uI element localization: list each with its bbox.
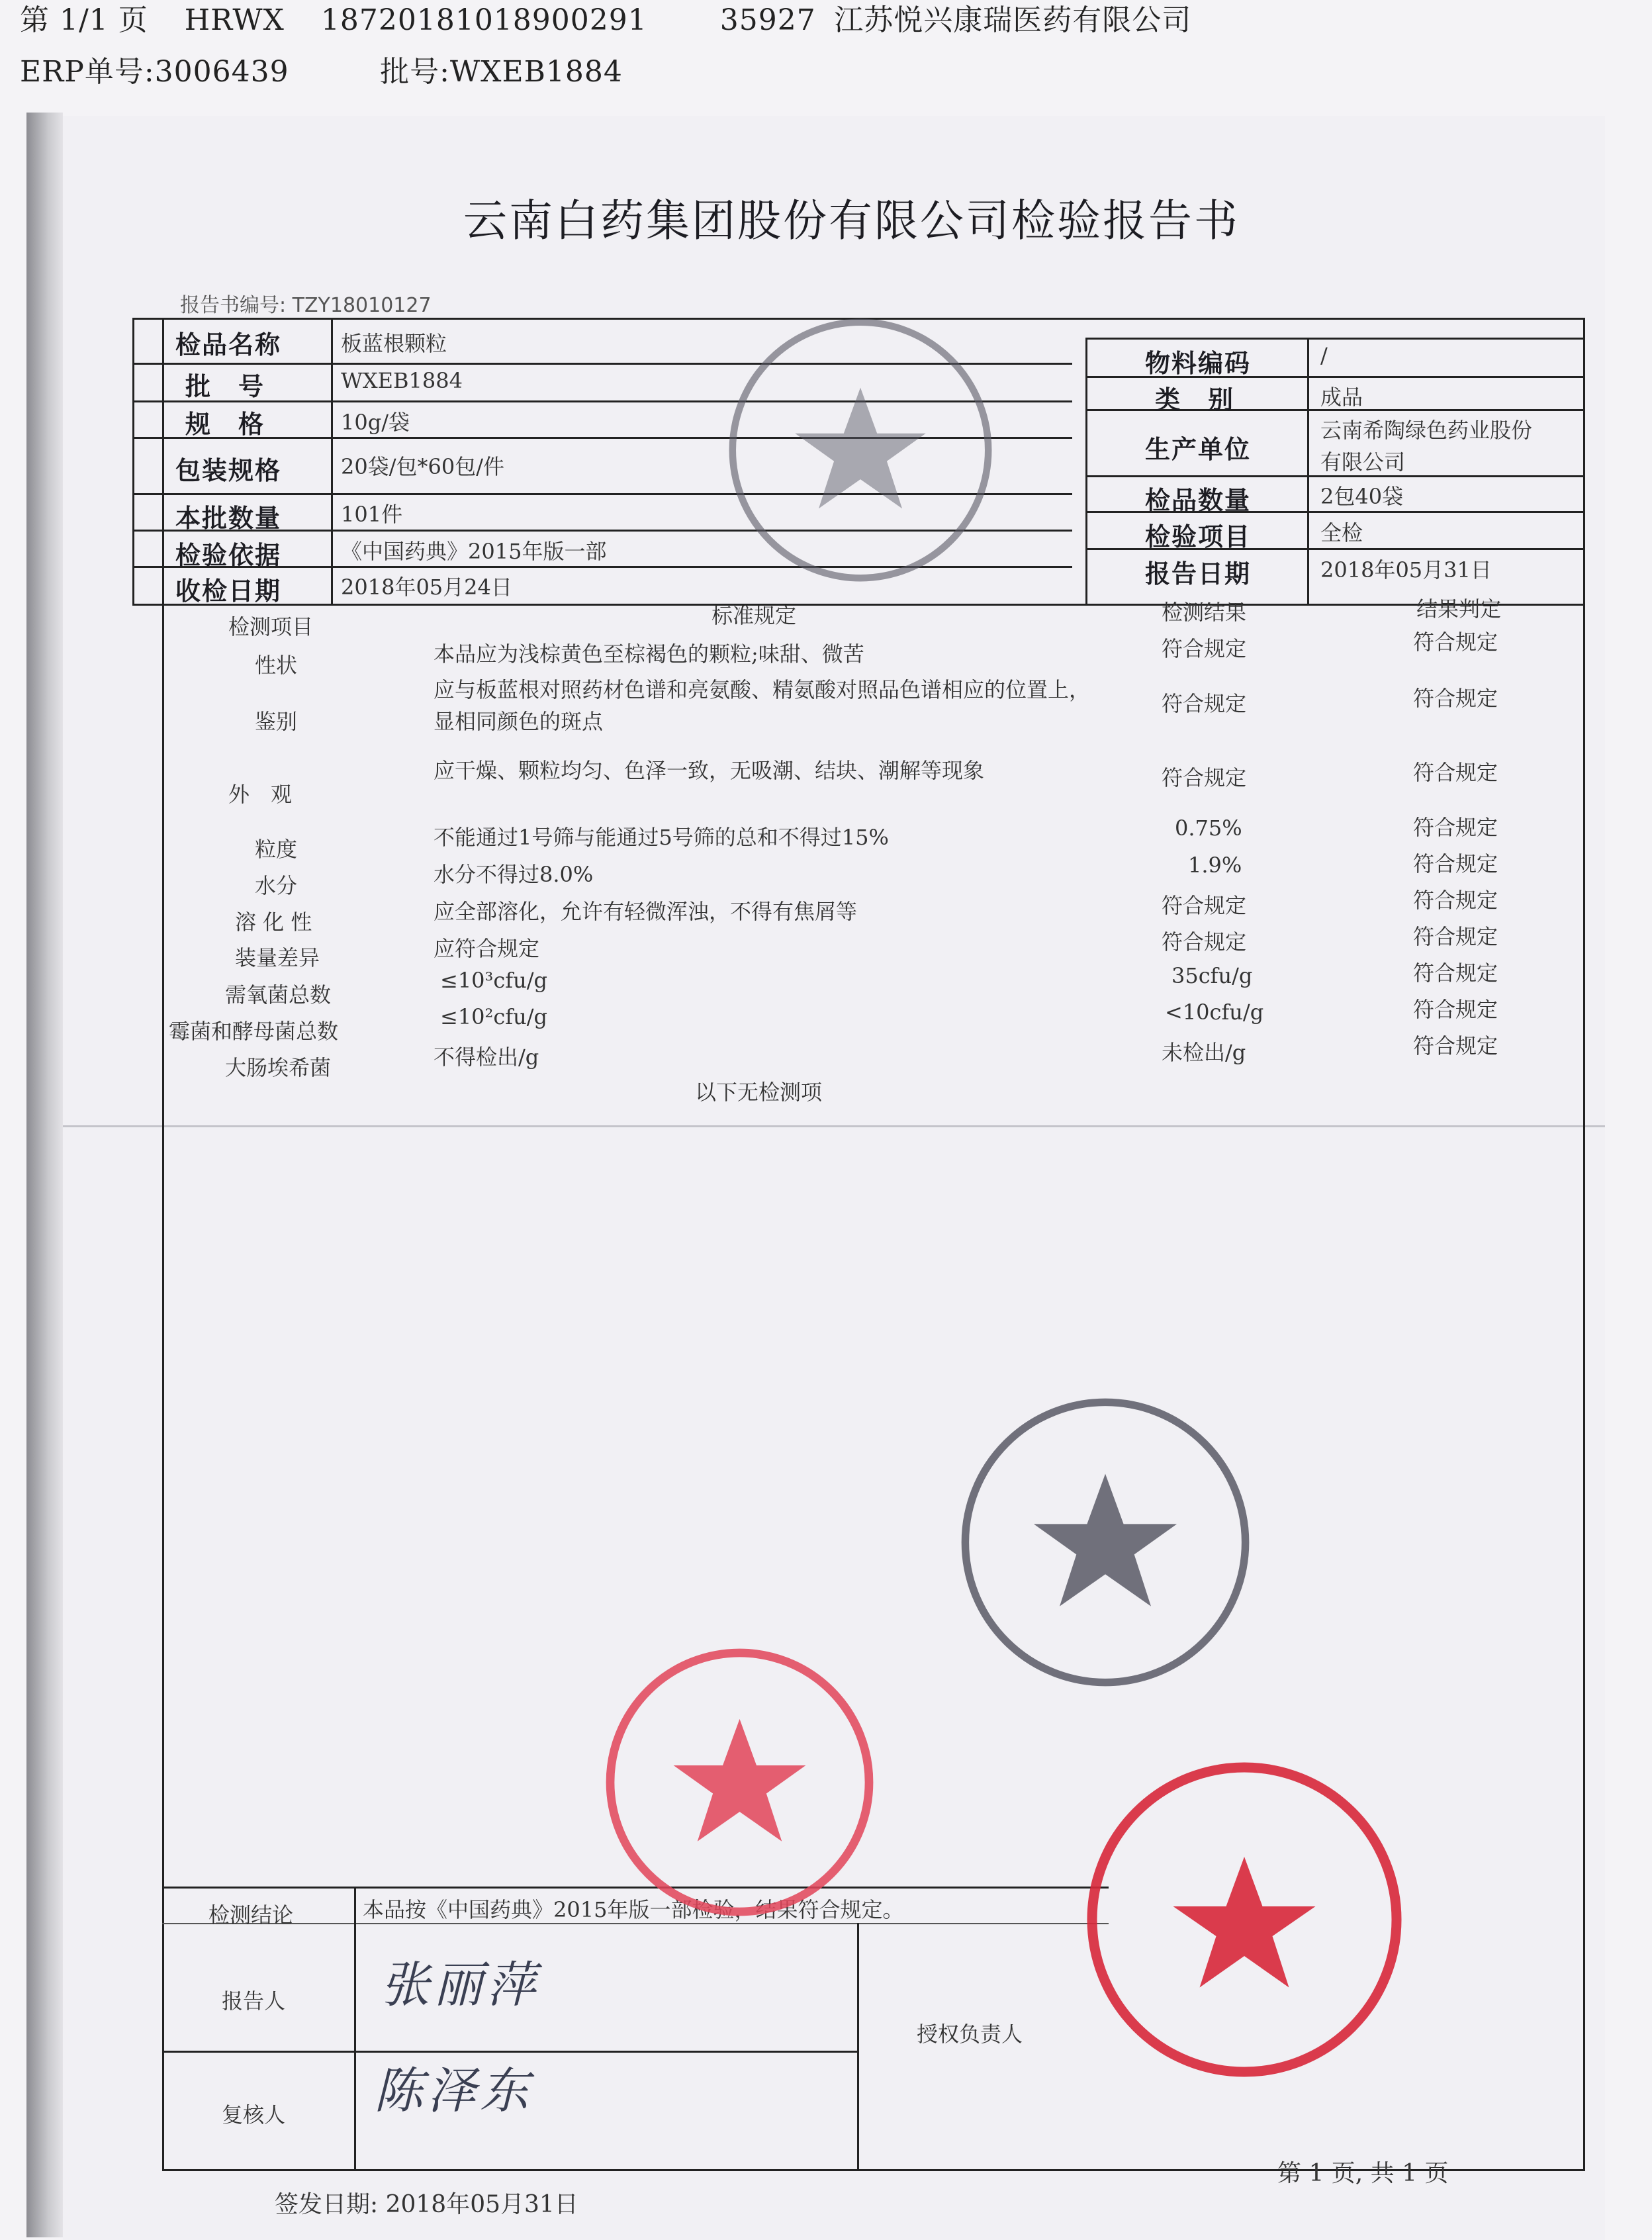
row-2-standard: 应与板蓝根对照药材色谱和亮氨酸、精氨酸对照品色谱相应的位置上，显相同颜色的斑点 [434,677,1091,734]
report-number-value: TZY18010127 [292,294,432,317]
category-value: 成品 [1320,385,1363,410]
row-10-result: 未检出/g [1162,1040,1246,1065]
row-3-judgement: 符合规定 [1413,760,1498,785]
row-2-judgement: 符合规定 [1413,686,1498,711]
producer-label: 生产单位 [1145,435,1252,464]
rule [1085,338,1087,604]
row-1-judgement: 符合规定 [1413,630,1498,655]
row-10-judgement: 符合规定 [1413,1033,1498,1058]
package-value: 20袋/包*60包/件 [341,454,505,479]
qc-seal-top [715,311,1006,589]
reporter-signature: 张丽萍 [381,1957,539,2014]
header-code: HRWX [184,3,285,37]
row-5-standard: 水分不得过8.0% [434,862,594,887]
rule [132,318,134,604]
row-10-standard: 不得检出/g [434,1045,539,1070]
row-7-standard: 应符合规定 [434,936,540,961]
end-of-items-note: 以下无检测项 [695,1080,823,1105]
row-7-result: 符合规定 [1162,929,1247,955]
header-line-1 [20,0,1191,38]
rule [354,1887,356,2171]
row-9-standard: ≤10²cfu/g [440,1004,547,1029]
quantity-label: 本批数量 [175,504,282,533]
conclusion-label: 检测结论 [208,1902,294,1928]
producer-value-1: 云南希陶绿色药业股份 [1320,418,1533,443]
row-1-result: 符合规定 [1162,636,1247,661]
header-company: 江苏悦兴康瑞医药有限公司 [834,3,1192,37]
header-customer-code: 35927 [719,3,816,37]
sample-qty-label: 检品数量 [1145,486,1252,515]
row-5-item: 水分 [255,873,298,898]
package-label: 包装规格 [175,456,282,485]
row-3-standard: 应干燥、颗粒均匀、色泽一致，无吸潮、结块、潮解等现象 [434,758,985,783]
reviewer-signature: 陈泽东 [374,2063,533,2120]
row-8-judgement: 符合规定 [1413,960,1498,986]
row-5-result: 1.9% [1188,853,1242,878]
row-4-result: 0.75% [1175,816,1242,841]
basis-value: 《中国药典》2015年版一部 [341,539,607,564]
rule [857,1923,859,2171]
issue-date: 签发日期: 2018年05月31日 [275,2191,578,2218]
rule [162,604,164,2171]
report-seal-red-right [1079,1754,1410,2085]
spec-label: 规 格 [185,410,265,439]
conclusion-text: 本品按《中国药典》2015年版一部检验，结果符合规定。 [363,1897,904,1922]
received-label: 收检日期 [175,577,282,606]
row-3-result: 符合规定 [1162,765,1247,790]
col-judgement-header: 结果判定 [1416,596,1502,622]
batch-label: 批 号 [185,372,265,401]
col-result-header: 检测结果 [1162,600,1247,625]
report-date-label: 报告日期 [1145,559,1252,588]
col-standard-header: 标准规定 [711,603,797,628]
qc-seal-gray [946,1390,1264,1695]
header-number: 18720181018900291 [320,3,647,37]
row-7-item: 装量差异 [235,945,320,970]
product-name-label: 检品名称 [175,330,282,359]
quality-seal-red-left [599,1642,880,1923]
header-page: 第 1/1 页 [20,3,148,37]
product-name: 板蓝根颗粒 [341,331,447,356]
authorized-label: 授权负责人 [917,2022,1023,2047]
producer-value-2: 有限公司 [1320,449,1406,475]
row-3-item: 外 观 [228,782,293,807]
row-6-item: 溶 化 性 [235,910,312,935]
row-1-standard: 本品应为浅棕黄色至棕褐色的颗粒;味甜、微苦 [434,641,864,667]
header-batch: 批号:WXEB1884 [380,55,623,89]
report-date-value: 2018年05月31日 [1320,557,1492,583]
erp-number: ERP单号:3006439 [20,55,289,89]
received-value: 2018年05月24日 [341,575,512,600]
report-title: 云南白药集团股份有限公司检验报告书 [463,195,1240,246]
batch-value: WXEB1884 [341,368,463,393]
page-number: 第 1 页, 共 1 页 [1277,2160,1449,2187]
quantity-value: 101件 [341,502,403,527]
row-2-item: 鉴别 [255,709,298,734]
row-7-judgement: 符合规定 [1413,924,1498,949]
rule [1307,338,1309,604]
row-6-result: 符合规定 [1162,893,1247,918]
row-6-standard: 应全部溶化，允许有轻微浑浊，不得有焦屑等 [434,899,858,924]
scan-shadow [26,113,63,2237]
row-1-item: 性状 [255,653,298,678]
rule [1085,338,1585,340]
material-code-label: 物料编码 [1145,349,1252,378]
row-10-item: 大肠埃希菌 [225,1055,332,1080]
items-value: 全检 [1320,520,1363,545]
row-4-judgement: 符合规定 [1413,815,1498,840]
row-8-standard: ≤10³cfu/g [440,968,547,993]
row-8-item: 需氧菌总数 [225,982,332,1007]
category-label: 类 别 [1155,385,1235,414]
report-number-label: 报告书编号: [180,294,287,317]
row-8-result: 35cfu/g [1171,963,1253,988]
row-9-judgement: 符合规定 [1413,997,1498,1022]
rule [331,318,333,604]
row-6-judgement: 符合规定 [1413,888,1498,913]
reviewer-label: 复核人 [222,2102,286,2127]
header-line-2 [20,48,623,90]
basis-label: 检验依据 [175,541,282,570]
sample-qty-value: 2包40袋 [1320,484,1404,509]
material-code-value: / [1320,343,1328,368]
row-9-result: <10cfu/g [1165,1000,1264,1025]
row-2-result: 符合规定 [1162,691,1247,716]
rule [132,604,1585,606]
report-number [180,289,432,318]
row-9-item: 霉菌和酵母菌总数 [169,1019,339,1044]
spec-value: 10g/袋 [341,410,410,435]
items-label: 检验项目 [1145,522,1252,551]
reporter-label: 报告人 [222,1988,286,2014]
row-5-judgement: 符合规定 [1413,851,1498,876]
row-4-standard: 不能通过1号筛与能通过5号筛的总和不得过15% [434,825,889,850]
col-item-header: 检测项目 [228,614,314,639]
row-4-item: 粒度 [255,837,298,862]
